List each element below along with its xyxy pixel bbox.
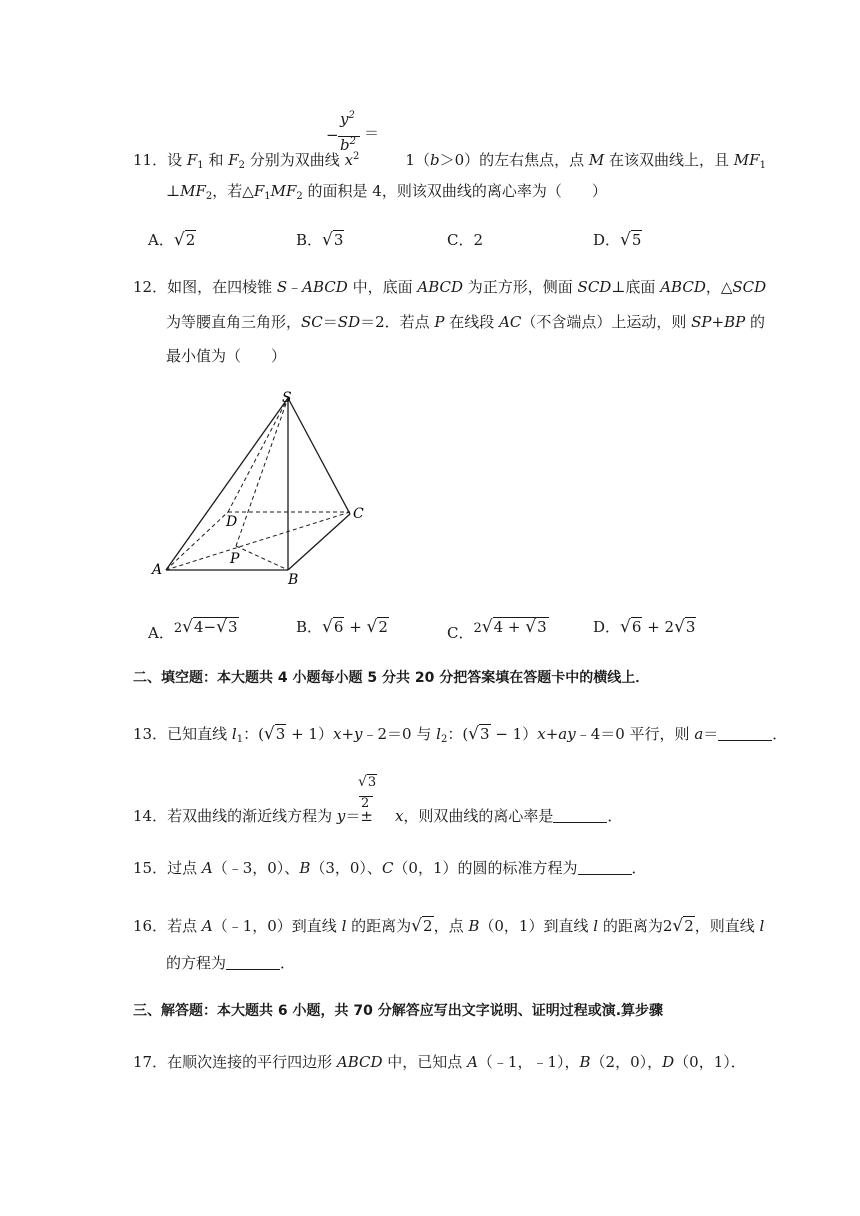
section-3-heading: 三、解答题：本大题共 6 小题，共 70 分解答应写出文字说明、证明过程或演.算步骤 <box>133 1003 664 1019</box>
q15-line: 15．过点 A（﹣3，0）、B（3，0）、C（0，1）的圆的标准方程为 ． <box>133 859 647 877</box>
q14-answer-blank[interactable] <box>553 808 607 823</box>
pyramid-figure <box>150 388 370 588</box>
label-p: P <box>230 551 240 567</box>
label-c: C <box>353 506 364 522</box>
label-d: D <box>226 514 238 530</box>
q12-option-a: A．2√4−√3 <box>148 617 238 642</box>
q11-equals: ＝ <box>364 124 380 142</box>
q11-line1: 11．设 $F_1$ 和 $F_2$ 分别为双曲线 $x^2$ 1（b＞0）的左右焦点，点 M 在该双曲线上，且 $MF_1$ <box>133 151 766 171</box>
section-2-heading: 二、填空题：本大题共 4 小题每小题 5 分共 20 分把答案填在答题卡中的横线上． <box>133 670 650 686</box>
q13-line: 13．已知直线 $l_1$：(√3 + 1）x+y﹣2＝0 与 $l_2$：(√3 − 1）x+ay﹣4＝0 平行，则 a＝ ． <box>133 724 788 745</box>
q12-option-c: C．2√4 + √3 <box>447 617 547 642</box>
q11-line2: $\perp MF_2$，若$\triangle F_1MF_2$ 的面积是 4，则该双曲线的离心率为（ ） <box>166 182 607 202</box>
label-s: S <box>282 390 292 406</box>
q12-option-d: D．√6 + 2√3 <box>593 617 696 637</box>
q11-frac-den: $b^2$ <box>340 136 356 154</box>
q17-line: 17．在顺次连接的平行四边形 ABCD 中，已知点 A（﹣1，﹣1），B（2，0），D（0，1）． <box>133 1053 746 1071</box>
label-a: A <box>152 562 163 578</box>
label-b: B <box>288 572 299 588</box>
q11-option-b: B．√3 <box>296 230 344 250</box>
q11-minus: − <box>326 126 339 144</box>
q14-line: 14．若双曲线的渐近线方程为 y＝± x，则双曲线的离心率是 ． <box>133 807 623 825</box>
q16-answer-blank[interactable] <box>226 955 280 970</box>
q12-line1: 12．如图，在四棱锥 S﹣ABCD 中，底面 ABCD 为正方形，侧面 SCD⊥底面 ABCD，△SCD <box>133 278 767 296</box>
q14-fraction: √3 2 <box>358 774 377 811</box>
q11-option-c: C．2 <box>447 231 484 249</box>
q11-frac-num: $y^2$ <box>340 110 355 128</box>
q15-answer-blank[interactable] <box>578 860 632 875</box>
q12-line3: 最小值为（ ） <box>166 347 287 365</box>
q12-option-b: B．√6 + √2 <box>296 617 388 637</box>
q16-line2: 的方程为 ． <box>166 954 296 972</box>
q11-option-a: A．√2 <box>148 230 196 250</box>
q11-option-d: D．√5 <box>593 230 642 250</box>
q16-line1: 16．若点 A（﹣1，0）到直线 l 的距离为√2，点 B（0，1）到直线 l 的距离为2√2，则直线 l <box>133 916 765 936</box>
q12-line2: 为等腰直角三角形，SC＝SD＝2．若点 P 在线段 AC（不含端点）上运动，则 SP+BP 的 <box>166 313 765 331</box>
q13-answer-blank[interactable] <box>718 726 772 741</box>
